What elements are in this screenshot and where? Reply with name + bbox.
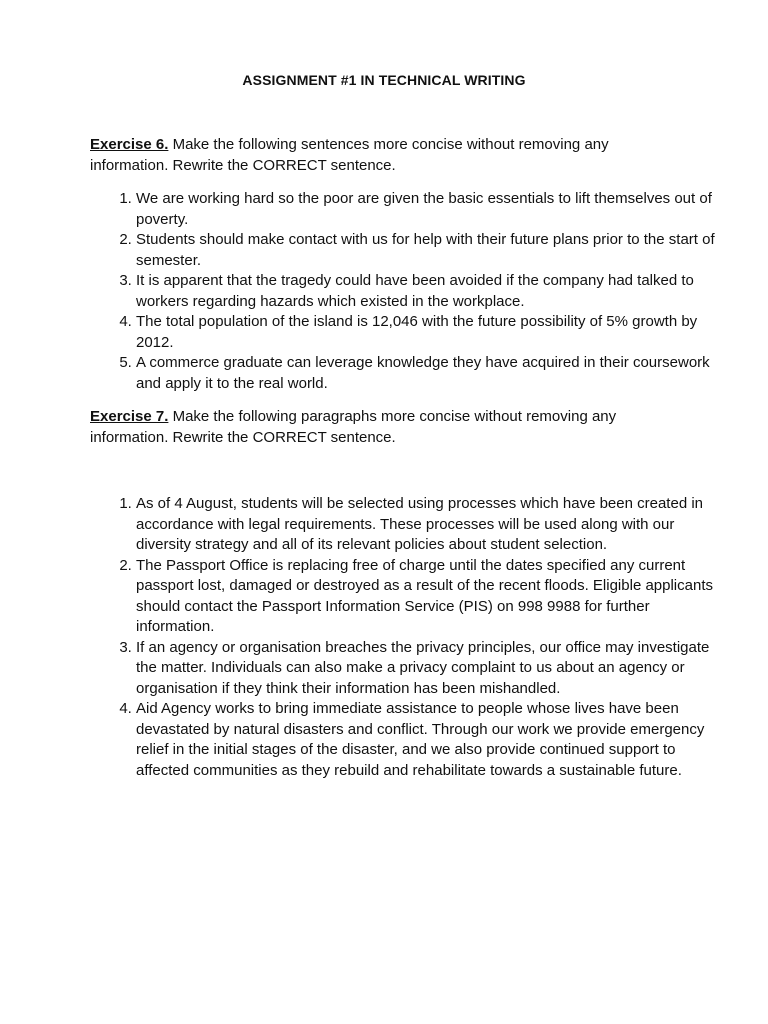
list-item: 4. Aid Agency works to bring immediate assistance to people whose lives have been devastated by natural disasters and conflict. Through our work we provide emergency relief in the initial stages of the disaster, and we also provide continued support to affected communities as they rebuild and rehabilitate towards a sustainable future. xyxy=(136,699,726,781)
exercise-6-instructions xyxy=(90,135,680,176)
exercise-7-label: Exercise 7. xyxy=(90,408,169,425)
list-item: 4. The total population of the island is 12,046 with the future possibility of 5% growth by 2012. xyxy=(136,312,726,353)
document-title: ASSIGNMENT #1 IN TECHNICAL WRITING xyxy=(242,72,526,88)
exercise-6-list xyxy=(90,189,726,394)
list-item: 2. Students should make contact with us for help with their future plans prior to the start of semester. xyxy=(136,230,726,271)
list-item: 2. The Passport Office is replacing free of charge until the dates specified any current passport lost, damaged or destroyed as a result of the recent floods. Eligible applicants should contact the Passport Information Service (PIS) on 998 9988 for further information. xyxy=(136,556,726,638)
exercise-7-instruction-text: Make the following paragraphs more concise without removing any information. Rewrite the CORRECT sentence. xyxy=(90,408,617,446)
exercise-6-instruction-text: Make the following sentences more concise without removing any information. Rewrite the CORRECT sentence. xyxy=(90,136,609,174)
list-item: 1. We are working hard so the poor are given the basic essentials to lift themselves out of poverty. xyxy=(136,189,726,230)
list-item: 5. A commerce graduate can leverage knowledge they have acquired in their coursework and apply it to the real world. xyxy=(136,353,726,394)
exercise-7-list xyxy=(90,494,726,781)
list-item: 3. If an agency or organisation breaches the privacy principles, our office may investigate the matter. Individuals can also make a privacy complaint to us about an agency or organisation if they think their information has been mishandled. xyxy=(136,638,726,700)
exercise-7-instructions xyxy=(90,407,680,448)
list-item: 1. As of 4 August, students will be selected using processes which have been created in accordance with legal requirements. These processes will be used along with our diversity strategy and all of its relevant policies about student selection. xyxy=(136,494,726,556)
exercise-6-label: Exercise 6. xyxy=(90,136,169,153)
list-item: 3. It is apparent that the tragedy could have been avoided if the company had talked to workers regarding hazards which existed in the workplace. xyxy=(136,271,726,312)
